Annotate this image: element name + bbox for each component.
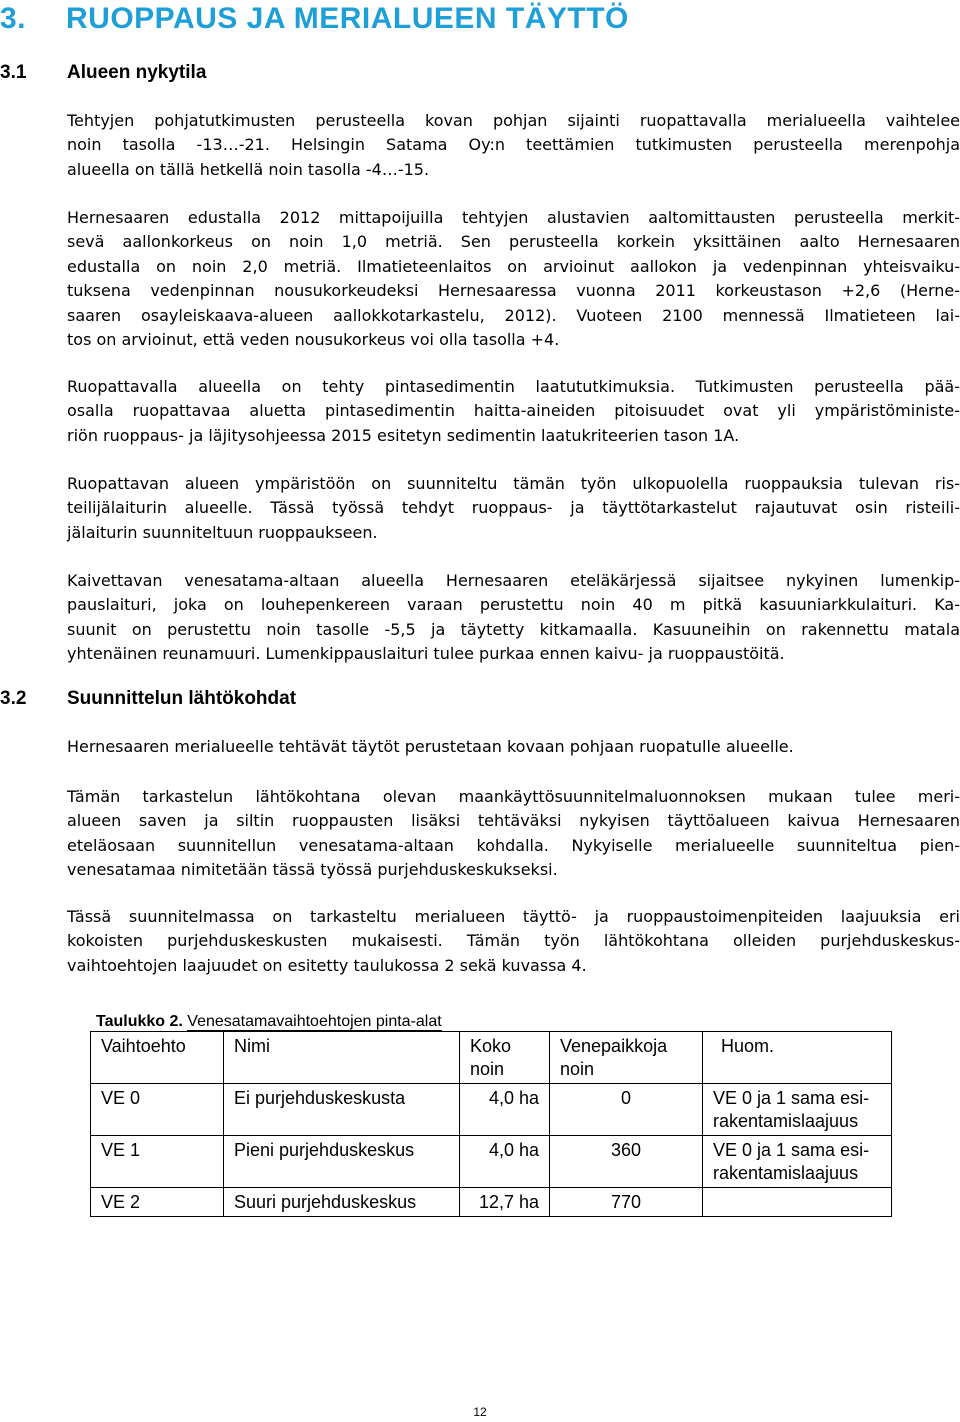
table-header-row <box>91 1032 892 1084</box>
table-cell: VE 2 <box>91 1188 224 1217</box>
text-line: Ruopattavalla alueella on tehty pintasedimentin laatututkimuksia. Tutkimusten perusteella pää- <box>67 377 960 396</box>
section-title: Suunnittelun lähtökohdat <box>67 688 297 709</box>
header-cell <box>460 1032 550 1084</box>
paragraph-wave-measurements <box>67 206 960 352</box>
header-cell: Nimi <box>224 1032 460 1084</box>
text-line: alueella on tällä hetkellä noin tasolla -4…-15. <box>67 159 430 179</box>
section-heading-3-1 <box>0 62 206 84</box>
cell-line: VE 0 ja 1 sama esi- <box>713 1140 870 1160</box>
section-heading-3-2 <box>0 688 296 710</box>
table-cell: VE 0 <box>91 1084 224 1136</box>
text-line: Tämän tarkastelun lähtökohtana olevan maankäyttösuunnitelmaluonnoksen mukaan tulee meri- <box>67 787 960 806</box>
table-cell: 4,0 ha <box>460 1136 550 1188</box>
table-row <box>91 1136 892 1188</box>
paragraph-cruise-pier-dredging <box>67 472 960 545</box>
text-line: noin tasolla -13…-21. Helsingin Satama Oy:n teettämien tutkimusten perusteella merenpohja <box>67 135 960 155</box>
text-line: vaihtoehtojen laajuudet on esitetty taulukossa 2 sekä kuvassa 4. <box>67 955 587 975</box>
header-cell <box>550 1032 703 1084</box>
text-line: suunit on perustettu noin tasolle -5,5 ja täytetty kitkamaalla. Kasuuneihin on rakennettu matala <box>67 619 960 639</box>
text-line: alueen saven ja siltin ruoppausten lisäksi tehtäväksi nykyisen täyttöalueen kaivua Hernesaaren <box>67 811 960 831</box>
section-number: 3.1 <box>0 62 27 83</box>
paragraph-fill-foundation <box>67 735 960 759</box>
text-line: sevä aallonkorkeus on noin 1,0 metriä. Sen perusteella korkein yksittäinen aalto Hernesaaren <box>67 232 960 252</box>
marina-alternatives-table <box>90 1031 892 1217</box>
paragraph-land-use-plan <box>67 785 960 883</box>
text-line: venesatamaa nimitetään tässä työssä purjehduskeskukseksi. <box>67 860 558 880</box>
cell-line: noin <box>470 1059 505 1079</box>
table-cell <box>703 1084 892 1136</box>
table-caption-text: Venesatamavaihtoehtojen pinta-alat <box>187 1013 442 1030</box>
table-cell <box>703 1136 892 1188</box>
paragraph-alternatives <box>67 905 960 978</box>
text-line: tos on arvioinut, että veden nousukorkeus voi olla tasolla +4. <box>67 330 560 350</box>
paragraph-snow-dumping-pier <box>67 569 960 667</box>
table-cell: Suuri purjehduskeskus <box>224 1188 460 1217</box>
cell-line: noin <box>560 1059 595 1079</box>
chapter-heading <box>0 2 629 36</box>
table-cell: 0 <box>550 1084 703 1136</box>
text-line: riön ruoppaus- ja läjitysohjeessa 2015 esitetyn sedimentin laatukriteerien tason 1A. <box>67 425 740 445</box>
text-line: Tässä suunnitelmassa on tarkasteltu merialueen täyttö- ja ruoppaustoimenpiteiden laajuuksia eri <box>67 907 960 926</box>
header-cell: Vaihtoehto <box>91 1032 224 1084</box>
text-line: Kaivettavan venesatama-altaan alueella Hernesaaren eteläkärjessä sijaitsee nykyinen lumenkip- <box>67 571 960 590</box>
chapter-title: RUOPPAUS JA MERIALUEEN TÄYTTÖ <box>66 2 629 35</box>
table-cell: Pieni purjehduskeskus <box>224 1136 460 1188</box>
cell-line: rakentamislaajuus <box>713 1163 859 1183</box>
table-cell: Ei purjehduskeskusta <box>224 1084 460 1136</box>
table-cell: 4,0 ha <box>460 1084 550 1136</box>
text-line: Hernesaaren edustalla 2012 mittapoijuilla tehtyjen alustavien aaltomittausten perusteella merkit- <box>67 208 960 227</box>
text-line: Hernesaaren merialueelle tehtävät täytöt perustetaan kovaan pohjaan ruopatulle alueelle. <box>67 737 794 756</box>
table-caption-label: Taulukko 2. <box>96 1013 183 1030</box>
paragraph-sediment-quality <box>67 375 960 448</box>
table-cell: 360 <box>550 1136 703 1188</box>
section-title: Alueen nykytila <box>67 62 207 83</box>
text-line: eteläosaan suunnitellun venesatama-altaan kohdalla. Nykyiselle merialueelle suunniteltua pien- <box>67 835 960 855</box>
section-number: 3.2 <box>0 688 27 709</box>
header-cell: Huom. <box>703 1032 892 1084</box>
text-line: Ruopattavan alueen ympäristöön on suunniteltu tämän työn ulkopuolella ruoppauksia tulevan ris- <box>67 474 960 493</box>
page-number: 12 <box>473 1405 487 1419</box>
table-cell: 770 <box>550 1188 703 1217</box>
table-caption <box>96 1013 442 1031</box>
table-cell: 12,7 ha <box>460 1188 550 1217</box>
cell-line: Venepaikkoja <box>560 1036 668 1056</box>
table-row <box>91 1084 892 1136</box>
text-line: teilijälaiturin alueelle. Tässä työssä tehdyt ruoppaus- ja täyttötarkastelut rajautuvat osin risteili- <box>67 498 960 518</box>
text-line: pauslaituri, joka on louhepenkereen varaan perustettu noin 40 m pitkä kasuuniarkkulaituri. Ka- <box>67 595 960 615</box>
text-line: osalla ruopattavaa aluetta pintasedimentin haitta-aineiden pitoisuudet ovat yli ympäristöministe- <box>67 401 960 421</box>
cell-line: VE 0 ja 1 sama esi- <box>713 1088 870 1108</box>
text-line: kokoisten purjehduskeskusten mukaisesti. Tämän työn lähtökohtana olleiden purjehduskeskus- <box>67 931 960 951</box>
table-cell: VE 1 <box>91 1136 224 1188</box>
text-line: edustalla on noin 2,0 metriä. Ilmatieteenlaitos on arvioinut aallokon ja vedenpinnan yhteisvaiku- <box>67 256 960 276</box>
cell-line: Koko <box>470 1036 512 1056</box>
text-line: tuksena vedenpinnan nousukorkeudeksi Hernesaaressa vuonna 2011 korkeustason +2,6 (Herne- <box>67 281 960 301</box>
paragraph-seabed-levels <box>67 109 960 182</box>
table-cell <box>703 1188 892 1217</box>
text-line: Tehtyjen pohjatutkimusten perusteella kovan pohjan sijainti ruopattavalla merialueella vaihtelee <box>67 111 960 130</box>
text-line: jälaiturin suunniteltuun ruoppaukseen. <box>67 522 378 542</box>
table-row <box>91 1188 892 1217</box>
text-line: saaren osayleiskaava-alueen aallokkotarkastelu, 2012). Vuoteen 2100 mennessä Ilmatieteen lai- <box>67 305 960 325</box>
chapter-number: 3. <box>0 2 27 35</box>
cell-line: rakentamislaajuus <box>713 1111 859 1131</box>
text-line: yhtenäinen reunamuuri. Lumenkippauslaituri tulee purkaa ennen kaivu- ja ruoppaustöitä. <box>67 644 785 664</box>
